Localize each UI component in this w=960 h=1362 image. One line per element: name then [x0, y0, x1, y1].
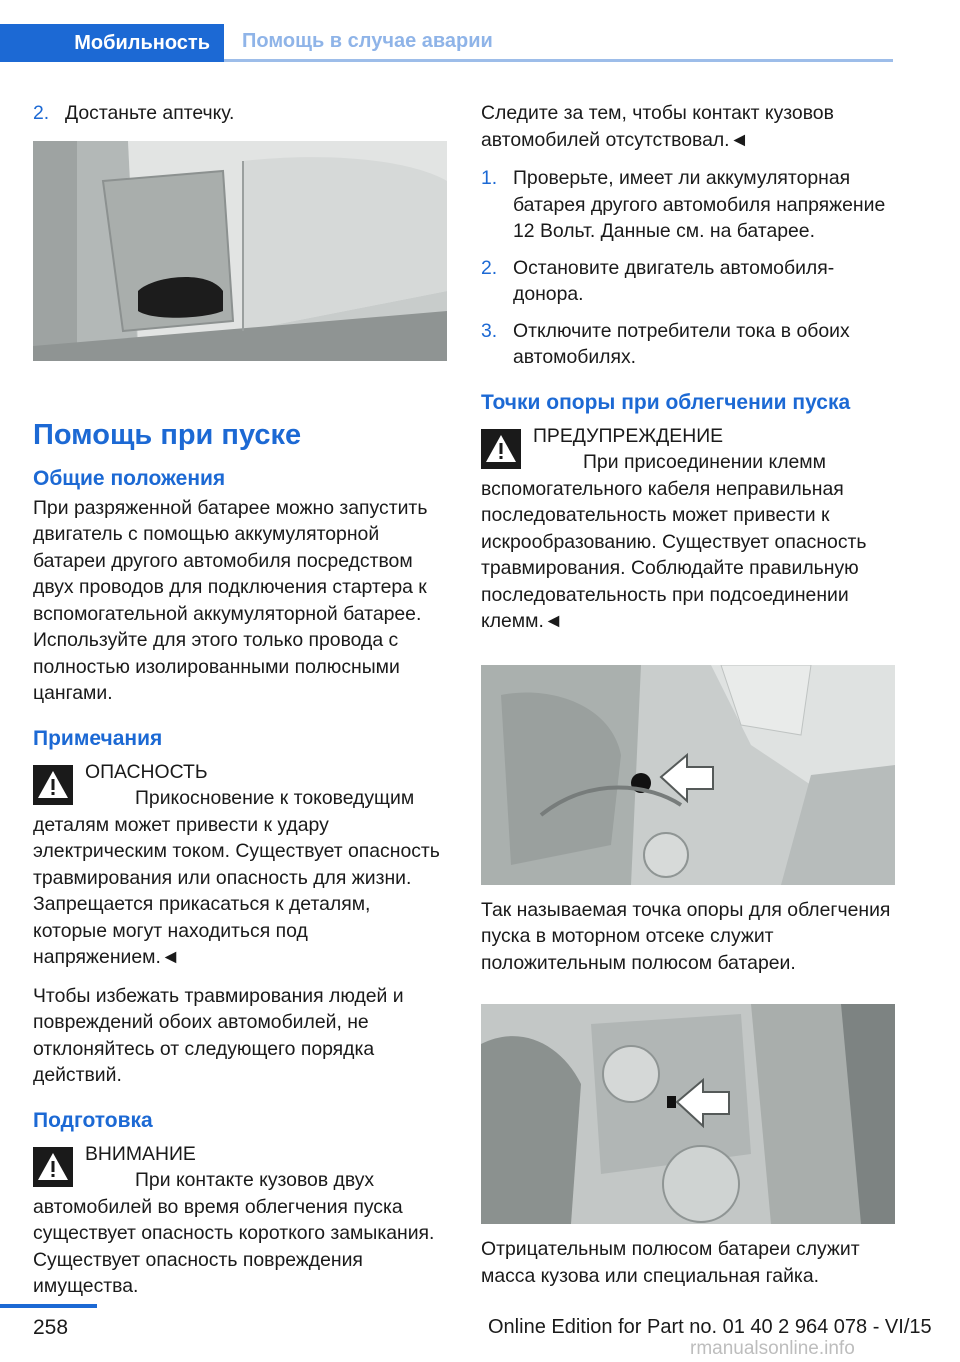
tab-breakdown-help[interactable]: Помощь в случае аварии — [224, 24, 893, 62]
attention-title: ВНИМАНИЕ — [85, 1142, 196, 1165]
warning-triangle-icon — [481, 429, 521, 469]
warning-notice — [481, 423, 895, 635]
positive-terminal-photo — [481, 665, 895, 885]
subheading-jump-points: Точки опоры при облегчении пуска — [481, 390, 851, 414]
warning-triangle-icon — [33, 765, 73, 805]
caption-ground-point: Отрицательным полюсом батареи служит масса кузова или специальная гайка. — [481, 1238, 860, 1287]
right-column — [481, 100, 895, 1289]
edition-info: Online Edition for Part no. 01 40 2 964 078 - VI/15 — [488, 1316, 932, 1338]
footer-accent-line — [0, 1304, 97, 1308]
subheading-general: Общие положения — [33, 466, 226, 490]
step-text: Достаньте аптечку. — [65, 102, 235, 124]
ground-point-photo — [481, 1004, 895, 1224]
danger-notice — [33, 759, 449, 971]
step-number: 2. — [481, 256, 498, 279]
step-2 — [481, 255, 895, 308]
step-3 — [481, 318, 895, 371]
warning-title: ПРЕДУПРЕЖДЕНИЕ — [533, 424, 724, 447]
warning-text: При присоединении клемм вспомогательного кабеля неправильная последовательность может привести к искрообразованию. Существует опасность травмирования. Соблюдайте правильную последовательность при подсоединении клемм.◄ — [481, 451, 867, 632]
step-number: 2. — [33, 102, 50, 124]
intro-paragraph: Следите за тем, чтобы контакт кузовов автомобилей отсутствовал.◄ — [481, 102, 834, 151]
page-number: 258 — [33, 1316, 69, 1339]
step-2 — [33, 100, 449, 127]
general-paragraph: При разряженной батарее можно запустить двигатель с помощью аккумуляторной батареи другого автомобиля посредством двух проводов для подключения стартера к вспомогательной аккумуляторной батарее. Используйте для этого только провода с полностью изолированными полюсными цангами. — [33, 496, 428, 704]
step-1 — [481, 165, 895, 245]
avoid-paragraph: Чтобы избежать травмирования людей и повреждений обоих автомобилей, не отклоняйтесь от следующего порядка действий. — [33, 984, 404, 1086]
section-title: Помощь при пуске — [33, 418, 302, 451]
danger-text: Прикосновение к токоведущим деталям может привести к удару электрическим током. Существует опасность травмирования или опасность для жизни. Запрещается прикасаться к деталям, которые могут находиться под напряжением.◄ — [33, 787, 440, 968]
danger-title: ОПАСНОСТЬ — [85, 760, 208, 783]
watermark: rmanualsonline.info — [690, 1338, 855, 1359]
subheading-preparation: Подготовка — [33, 1108, 153, 1132]
step-number: 1. — [481, 167, 498, 189]
step-text: Проверьте, имеет ли аккумуляторная батарея другого автомобиля напряжение 12 Вольт. Данные см. на батарее. — [513, 167, 886, 242]
subheading-notes: Примечания — [33, 726, 163, 750]
first-aid-kit-photo — [33, 141, 447, 361]
left-column — [33, 100, 449, 1300]
attention-text: При контакте кузовов двух автомобилей во время облегчения пуска существует опасность короткого замыкания. Существует опасность повреждения имущества. — [33, 1169, 435, 1297]
attention-notice — [33, 1141, 449, 1300]
warning-triangle-icon — [33, 1147, 73, 1187]
step-text: Отключите потребители тока в обоих автомобилях. — [513, 319, 850, 368]
tab-mobility[interactable]: Мобильность — [0, 24, 224, 62]
step-text: Остановите двигатель автомобиля-донора. — [513, 256, 835, 305]
header-tabs — [0, 24, 893, 62]
step-number: 3. — [481, 319, 498, 342]
caption-positive-terminal: Так называемая точка опоры для облегчения пуска в моторном отсеке служит положительным полюсом батареи. — [481, 898, 891, 974]
